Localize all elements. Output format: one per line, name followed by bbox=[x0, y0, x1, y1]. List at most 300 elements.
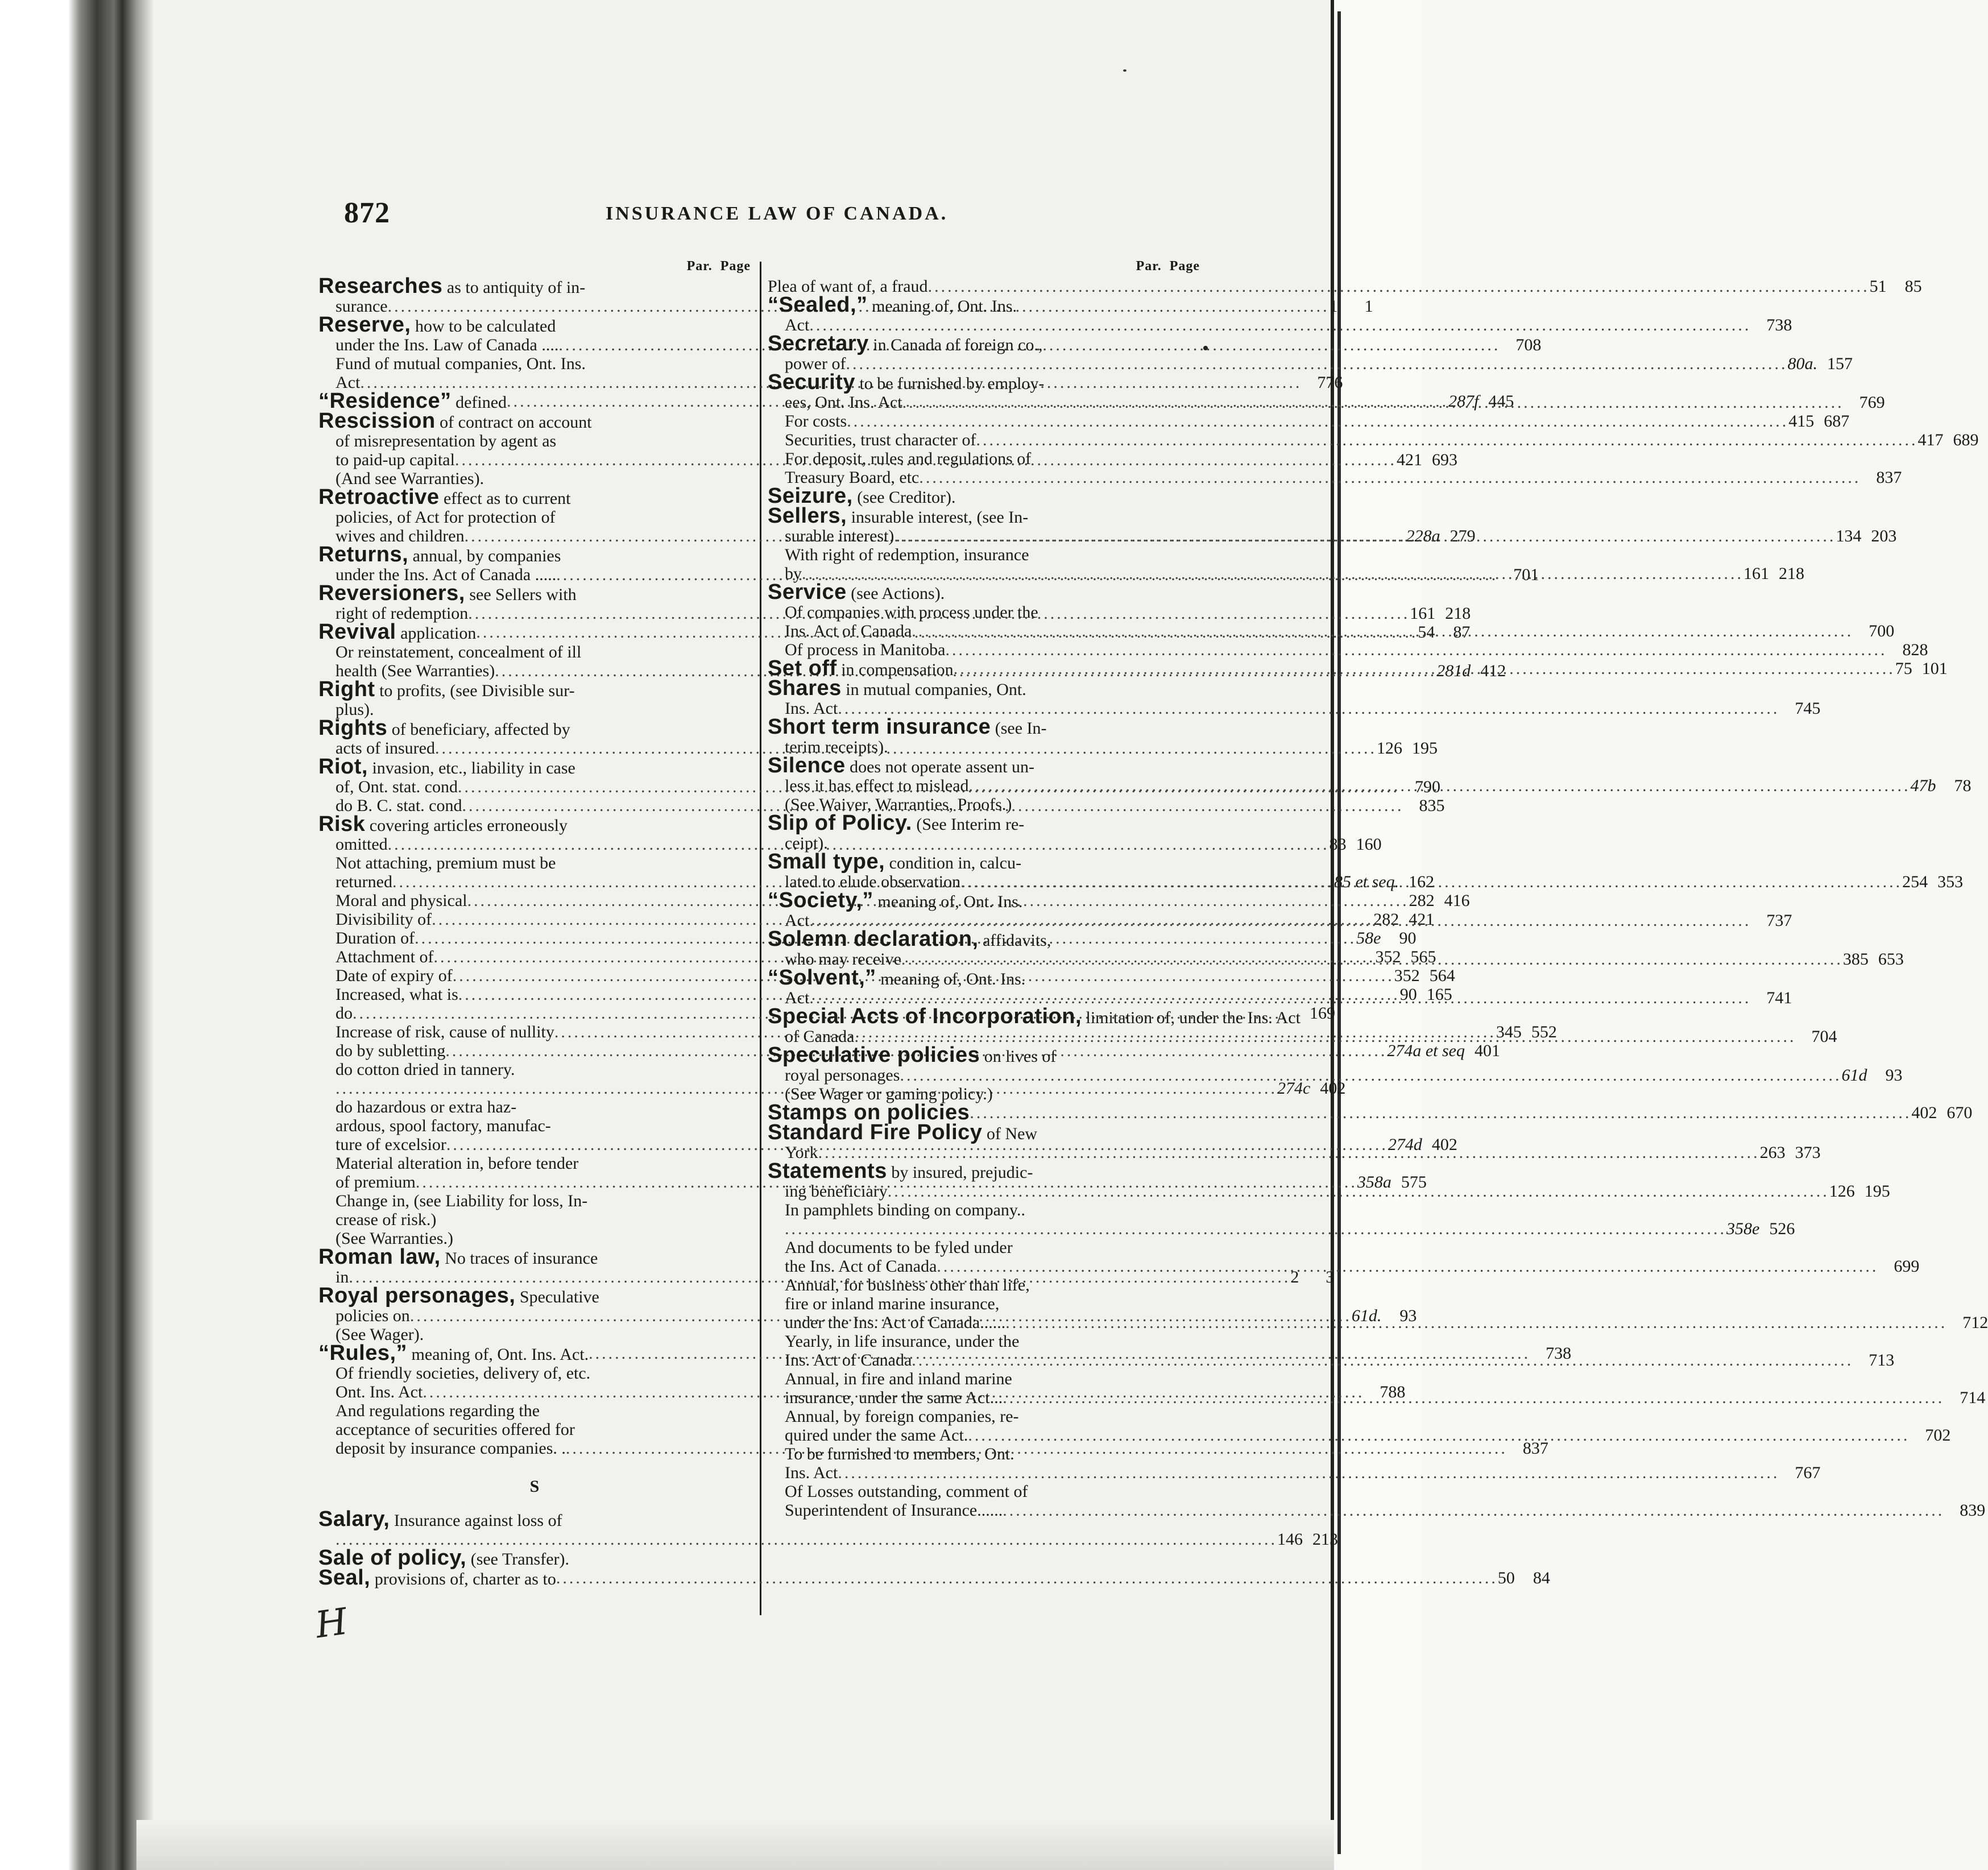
page-ref bbox=[1165, 1370, 1200, 1388]
entry-text: insurable interest, (see In- bbox=[851, 508, 1029, 527]
book-spine-edge bbox=[0, 0, 154, 1870]
page-ref: 837 bbox=[1522, 1439, 1548, 1458]
index-line bbox=[768, 1276, 1200, 1294]
index-line bbox=[318, 485, 751, 509]
page-ref: 738 bbox=[1766, 316, 1792, 334]
entry-heading: Shares bbox=[768, 676, 842, 700]
entry-heading: Secretary bbox=[768, 332, 869, 355]
entry-text: Change in, (see Liability for loss, In- bbox=[336, 1191, 588, 1210]
index-line bbox=[768, 1332, 1200, 1351]
index-line bbox=[768, 1463, 1821, 1482]
entry-text: as to antiquity of in- bbox=[446, 278, 586, 297]
page-ref bbox=[1165, 1046, 1200, 1066]
entry-text: Speculative bbox=[519, 1288, 599, 1306]
paragraph-ref bbox=[1159, 1046, 1165, 1066]
page-ref: 708 bbox=[1515, 336, 1542, 354]
entry-heading: Risk bbox=[318, 812, 366, 836]
entry-text: of premium bbox=[336, 1173, 416, 1191]
page-ref bbox=[715, 1210, 751, 1229]
paragraph-ref bbox=[710, 1325, 715, 1344]
page-ref bbox=[1165, 603, 1200, 622]
index-line bbox=[768, 431, 1979, 449]
entry-text: see Sellers with bbox=[469, 585, 577, 604]
page-ref: 87 bbox=[1453, 623, 1471, 642]
paragraph-ref: 345 bbox=[1496, 1023, 1522, 1041]
entry-text: under the Ins. Law of Canada .... bbox=[336, 336, 559, 354]
entry-text: deposit by insurance companies. . bbox=[336, 1439, 566, 1458]
page-ref bbox=[715, 1098, 751, 1116]
entry-text: (See Warranties.) bbox=[336, 1229, 453, 1248]
entry-text: power of bbox=[785, 354, 846, 373]
entry-text: to profits, (see Divisible sur- bbox=[379, 681, 575, 700]
entry-text: of Canada bbox=[785, 1027, 855, 1046]
entry-text: affidavits, bbox=[983, 931, 1051, 950]
page-ref: 402 bbox=[1431, 1135, 1457, 1154]
page-ref: 213 bbox=[1312, 1530, 1338, 1549]
page-ref bbox=[1165, 1085, 1200, 1103]
entry-text: Ont. Ins. Act bbox=[336, 1383, 423, 1401]
paragraph-ref bbox=[1159, 853, 1165, 872]
page-ref bbox=[1165, 756, 1200, 776]
paragraph-ref: 126 bbox=[1829, 1182, 1855, 1201]
entry-heading: Set off bbox=[768, 656, 837, 680]
index-line bbox=[768, 370, 1200, 394]
paragraph-ref bbox=[1159, 449, 1165, 468]
entry-text: right of redemption bbox=[336, 604, 469, 623]
index-entry bbox=[318, 1546, 751, 1570]
paragraph-ref: 358e bbox=[1726, 1219, 1760, 1238]
paragraph-ref: 415 bbox=[1788, 412, 1815, 431]
paragraph-ref: 161 bbox=[1743, 564, 1769, 583]
page-ref bbox=[715, 1401, 751, 1420]
entry-heading: Slip of Policy. bbox=[768, 811, 912, 835]
page-ref: 835 bbox=[1419, 796, 1445, 815]
entry-text: by bbox=[785, 564, 802, 583]
page-ref: 653 bbox=[1878, 950, 1904, 969]
entry-text: (see Actions). bbox=[851, 584, 945, 603]
entry-text: Fund of mutual companies, Ont. Ins. bbox=[336, 354, 586, 373]
entry-text: Annual, by foreign companies, re- bbox=[785, 1407, 1019, 1426]
entry-heading: Returns, bbox=[318, 543, 409, 566]
page-ref bbox=[715, 469, 751, 488]
paragraph-ref: 83 bbox=[1329, 835, 1347, 854]
paragraph-ref: 134 bbox=[1836, 527, 1862, 545]
entry-text: ceipt). bbox=[785, 834, 828, 853]
page-ref bbox=[715, 1549, 751, 1569]
entry-text: of contract on account bbox=[440, 413, 592, 432]
entry-text: Ins. Act of Canada bbox=[785, 1351, 912, 1370]
page-ref: 741 bbox=[1766, 988, 1792, 1007]
paragraph-ref: 385 bbox=[1842, 950, 1869, 969]
index-line bbox=[318, 854, 751, 872]
index-line bbox=[768, 293, 1200, 317]
dot-leader bbox=[970, 1103, 1911, 1123]
entry-heading: “Rules,” bbox=[318, 1341, 408, 1365]
paragraph-ref: 421 bbox=[1396, 450, 1422, 469]
index-line bbox=[768, 1238, 1200, 1257]
page-heading: Page bbox=[1169, 259, 1200, 274]
entry-heading: Revival bbox=[318, 620, 396, 644]
entry-text: Plea of want of, a fraud bbox=[768, 277, 928, 296]
entry-text: omitted bbox=[336, 835, 388, 854]
page-ref bbox=[1165, 930, 1200, 950]
page-ref bbox=[1165, 1332, 1200, 1351]
entry-text: Moral and physical bbox=[336, 891, 467, 910]
index-line bbox=[768, 545, 1200, 564]
page-ref: 416 bbox=[1444, 891, 1470, 910]
entry-text: to paid-up capital bbox=[336, 450, 455, 469]
page-ref: 699 bbox=[1894, 1257, 1920, 1276]
page-ref bbox=[1165, 1276, 1200, 1294]
page-ref bbox=[715, 508, 751, 527]
column-head bbox=[768, 259, 1200, 276]
entry-text: Ins. Act bbox=[785, 699, 838, 718]
index-line bbox=[768, 504, 1200, 528]
paragraph-ref bbox=[1861, 468, 1866, 487]
index-line bbox=[318, 1507, 751, 1531]
entry-text: Securities, trust character of bbox=[785, 431, 976, 449]
page-ref bbox=[715, 412, 751, 432]
page-ref bbox=[1165, 1294, 1200, 1313]
paragraph-ref bbox=[1159, 545, 1165, 564]
paragraph-ref: 126 bbox=[1376, 739, 1402, 758]
entry-text: No traces of insurance bbox=[445, 1249, 598, 1268]
paragraph-ref bbox=[1159, 795, 1165, 814]
index-entry bbox=[768, 676, 1821, 718]
page-ref: 169 bbox=[1310, 1004, 1335, 1023]
page-ref: 776 bbox=[1317, 373, 1343, 392]
paragraph-ref bbox=[1159, 738, 1165, 756]
entry-text: meaning of, Ont. Ins. Act. bbox=[411, 1345, 589, 1364]
page-ref bbox=[715, 680, 751, 700]
paragraph-ref bbox=[710, 1116, 715, 1135]
dot-leader bbox=[937, 1257, 1878, 1276]
entry-text: do cotton dried in tannery. bbox=[336, 1060, 515, 1079]
paragraph-ref bbox=[1779, 699, 1785, 718]
paragraph-ref bbox=[710, 584, 715, 604]
entry-text: Annual, for business other than life, bbox=[785, 1276, 1030, 1294]
dot-leader bbox=[968, 1426, 1910, 1445]
page-ref: 84 bbox=[1533, 1569, 1550, 1587]
page-ref: 165 bbox=[1426, 985, 1452, 1004]
paragraph-ref bbox=[1159, 1332, 1165, 1351]
entry-text: Attachment of bbox=[336, 948, 434, 966]
entry-text: Yearly, in life insurance, under the bbox=[785, 1332, 1020, 1351]
dot-leader bbox=[818, 1143, 1760, 1162]
paragraph-ref bbox=[1159, 1238, 1165, 1257]
paragraph-ref: 51 bbox=[1869, 277, 1887, 296]
page-ref: 552 bbox=[1531, 1023, 1557, 1041]
entry-text: ees, Ont. Ins. Act bbox=[785, 393, 902, 412]
running-title: INSURANCE LAW OF CANADA. bbox=[606, 203, 949, 224]
paragraph-ref bbox=[710, 316, 715, 336]
paragraph-ref bbox=[1500, 336, 1506, 354]
entry-text: application bbox=[400, 624, 477, 643]
entry-text: ture of excelsior bbox=[336, 1135, 446, 1154]
paragraph-ref bbox=[1887, 640, 1892, 659]
page-ref bbox=[715, 1325, 751, 1344]
dot-leader bbox=[785, 1219, 1726, 1238]
entry-text: does not operate assent un- bbox=[850, 758, 1034, 776]
page-ref bbox=[715, 1510, 751, 1530]
entry-text: Ins. Act of Canada bbox=[785, 622, 912, 640]
entry-text: do by subletting bbox=[336, 1041, 446, 1060]
index-line bbox=[318, 1566, 1550, 1590]
page-ref: 218 bbox=[1779, 564, 1804, 583]
entry-text: under the Ins. Act of Canada ..... bbox=[336, 565, 557, 584]
page-ref: 738 bbox=[1546, 1344, 1572, 1363]
paragraph-ref bbox=[710, 412, 715, 432]
paragraph-ref: 80a. bbox=[1787, 354, 1817, 373]
entry-text: returned bbox=[336, 872, 392, 891]
index-line bbox=[318, 581, 751, 605]
paragraph-ref bbox=[1159, 583, 1165, 603]
page-ref: 788 bbox=[1380, 1383, 1406, 1401]
dot-leader bbox=[928, 277, 1870, 296]
entry-heading: “Solvent,” bbox=[768, 966, 876, 990]
entry-text: Date of expiry of bbox=[336, 966, 453, 985]
page-ref bbox=[715, 815, 751, 835]
paragraph-ref: 75 bbox=[1895, 659, 1912, 678]
page-ref bbox=[715, 1364, 751, 1383]
page-ref: 670 bbox=[1946, 1103, 1973, 1122]
paragraph-ref: 352 bbox=[1394, 966, 1420, 985]
paragraph-ref bbox=[1751, 988, 1757, 1007]
paragraph-ref bbox=[710, 432, 715, 450]
index-line bbox=[768, 676, 1200, 700]
entry-text: of misrepresentation by agent as bbox=[336, 432, 557, 450]
index-line bbox=[768, 1294, 1200, 1313]
index-entry bbox=[768, 811, 1200, 853]
page-ref bbox=[1165, 1407, 1200, 1426]
index-line bbox=[318, 409, 751, 433]
paragraph-ref: 85 et seq. bbox=[1333, 872, 1399, 891]
paragraph-ref: 282 bbox=[1409, 891, 1435, 910]
dot-leader bbox=[900, 1066, 1841, 1085]
index-entry bbox=[768, 293, 1792, 334]
page-ref bbox=[715, 354, 751, 373]
paragraph-ref bbox=[1944, 1501, 1950, 1520]
paragraph-ref bbox=[1910, 1426, 1915, 1445]
paragraph-ref bbox=[1159, 718, 1165, 738]
index-entry bbox=[318, 1566, 1550, 1590]
entry-text: of New bbox=[986, 1124, 1038, 1143]
index-line bbox=[318, 545, 751, 565]
index-line bbox=[318, 716, 751, 740]
paragraph-ref bbox=[710, 354, 715, 373]
page-ref: 565 bbox=[1410, 948, 1436, 966]
page-ref: 157 bbox=[1827, 354, 1853, 373]
entry-text: insurance, under the same Act... bbox=[785, 1388, 1003, 1407]
page-ref: 767 bbox=[1795, 1463, 1821, 1482]
paragraph-ref bbox=[710, 488, 715, 508]
entry-text: in mutual companies, Ont. bbox=[846, 680, 1026, 699]
index-line bbox=[318, 1420, 751, 1439]
paragraph-ref bbox=[1159, 814, 1165, 834]
paragraph-ref bbox=[710, 508, 715, 527]
entry-text: (See Interim re- bbox=[916, 815, 1025, 834]
page-ref bbox=[1165, 545, 1200, 564]
page-ref bbox=[1165, 891, 1200, 911]
entry-text: provisions of, charter as to bbox=[374, 1570, 556, 1588]
index-line bbox=[318, 755, 751, 779]
index-line bbox=[768, 1201, 1200, 1219]
entry-heading: Silence bbox=[768, 754, 846, 777]
index-line bbox=[318, 1191, 751, 1210]
paragraph-ref bbox=[1853, 622, 1859, 640]
paragraph-ref: 254 bbox=[1902, 872, 1928, 891]
entry-text: Of Losses outstanding, comment of bbox=[785, 1482, 1028, 1501]
index-line bbox=[318, 313, 751, 337]
index-line bbox=[318, 1173, 1427, 1191]
index-entry bbox=[318, 677, 751, 719]
paragraph-ref: 352 bbox=[1375, 948, 1401, 966]
ink-speck bbox=[1123, 69, 1126, 72]
page-ref bbox=[715, 719, 751, 739]
entry-text: surance bbox=[336, 297, 388, 316]
entry-text: Act bbox=[785, 316, 810, 334]
page-ref: 279 bbox=[1449, 527, 1476, 545]
page-ref bbox=[715, 854, 751, 872]
entry-text: on lives of bbox=[984, 1047, 1057, 1066]
dot-leader bbox=[838, 1463, 1779, 1482]
paragraph-ref bbox=[710, 1154, 715, 1173]
entry-text: acceptance of securities offered for bbox=[336, 1420, 575, 1439]
index-entry bbox=[768, 715, 1200, 756]
paragraph-ref bbox=[710, 1248, 715, 1268]
index-line bbox=[318, 643, 751, 661]
dot-leader bbox=[902, 393, 1844, 412]
dot-leader bbox=[912, 622, 1853, 640]
column-head bbox=[318, 259, 751, 276]
paragraph-ref bbox=[1159, 1294, 1165, 1313]
index-line bbox=[318, 677, 751, 701]
page-ref bbox=[1165, 334, 1200, 354]
index-line bbox=[318, 1245, 751, 1269]
dot-leader bbox=[556, 1569, 1498, 1588]
paragraph-ref: 263 bbox=[1759, 1143, 1786, 1162]
entry-text: In pamphlets binding on company.. bbox=[785, 1201, 1025, 1219]
entry-text: Not attaching, premium must be bbox=[336, 854, 556, 872]
index-line bbox=[318, 1116, 751, 1135]
page-ref: 3 bbox=[1326, 1268, 1335, 1286]
index-line bbox=[768, 927, 1200, 951]
entry-text: Of process in Manitoba bbox=[785, 640, 946, 659]
entry-text: Superintendent of Insurance...... bbox=[785, 1501, 1003, 1520]
index-line bbox=[768, 1445, 1200, 1463]
page-ref bbox=[715, 545, 751, 565]
paragraph-ref bbox=[710, 1098, 715, 1116]
entry-heading: Special Acts of Incorporation, bbox=[768, 1004, 1082, 1028]
index-line bbox=[768, 811, 1200, 835]
entry-heading: Small type, bbox=[768, 850, 885, 874]
entry-heading: Rescission bbox=[318, 409, 436, 433]
paragraph-ref bbox=[1159, 296, 1165, 316]
page-ref: 445 bbox=[1488, 392, 1514, 411]
page-ref bbox=[1165, 1482, 1200, 1501]
paragraph-ref bbox=[1159, 1123, 1165, 1143]
entry-text: wives and children bbox=[336, 527, 465, 545]
page-ref: 162 bbox=[1409, 872, 1435, 891]
dot-leader bbox=[854, 1027, 1796, 1046]
paragraph-ref bbox=[1159, 969, 1165, 988]
index-line bbox=[318, 1098, 751, 1116]
index-line bbox=[768, 1219, 1795, 1238]
entry-text: Or reinstatement, concealment of ill bbox=[336, 643, 582, 661]
paragraph-ref bbox=[710, 1210, 715, 1229]
paragraph-ref bbox=[1159, 679, 1165, 699]
page-ref bbox=[715, 1248, 751, 1268]
paragraph-ref bbox=[1159, 1085, 1165, 1103]
page-ref: 353 bbox=[1937, 872, 1964, 891]
index-line bbox=[768, 715, 1200, 739]
index-line bbox=[768, 412, 1850, 431]
entry-text: the Ins. Act of Canada bbox=[785, 1257, 937, 1276]
entry-text: For deposit, rules and regulations of bbox=[785, 449, 1032, 468]
page-ref bbox=[1165, 718, 1200, 738]
entry-text: do B. C. stat. cond bbox=[336, 796, 462, 815]
paragraph-ref bbox=[1159, 1276, 1165, 1294]
dot-leader bbox=[888, 1182, 1829, 1201]
paragraph-ref bbox=[1404, 796, 1410, 815]
paragraph-ref bbox=[1159, 1162, 1165, 1182]
dot-leader bbox=[1003, 1501, 1944, 1520]
index-line bbox=[768, 580, 1200, 604]
dot-leader bbox=[960, 872, 1902, 891]
dot-leader bbox=[846, 354, 1787, 373]
page-ref: 421 bbox=[1409, 910, 1435, 929]
paragraph-ref bbox=[1779, 1463, 1785, 1482]
index-line bbox=[318, 1154, 751, 1173]
page-ref: 839 bbox=[1960, 1501, 1986, 1520]
page-ref bbox=[1165, 738, 1200, 756]
paragraph-ref: 47b bbox=[1910, 776, 1936, 795]
paragraph-ref bbox=[710, 1286, 715, 1306]
page-ref bbox=[1165, 487, 1200, 507]
entry-text: And regulations regarding the bbox=[336, 1401, 540, 1420]
page-ref: 78 bbox=[1954, 776, 1972, 795]
entry-text: Act bbox=[336, 373, 361, 392]
page-ref bbox=[715, 277, 751, 297]
dot-leader bbox=[894, 527, 1836, 545]
page-ref bbox=[715, 488, 751, 508]
dot-leader bbox=[901, 950, 1843, 969]
dot-leader bbox=[945, 640, 1887, 659]
index-line bbox=[318, 1546, 751, 1570]
page-ref bbox=[715, 700, 751, 719]
entry-text: (And see Warranties). bbox=[336, 469, 484, 488]
entry-heading: Short term insurance bbox=[768, 715, 991, 739]
index-line bbox=[768, 1426, 1951, 1445]
page-ref bbox=[1306, 1007, 1341, 1027]
index-line bbox=[768, 1159, 1200, 1183]
index-line bbox=[768, 1004, 1301, 1028]
entry-text: Duration of bbox=[336, 929, 415, 948]
paragraph-ref bbox=[710, 815, 715, 835]
index-line bbox=[318, 1401, 751, 1420]
page-ref: 704 bbox=[1811, 1027, 1837, 1046]
entry-text: fire or inland marine insurance, bbox=[785, 1294, 1000, 1313]
index-line bbox=[318, 274, 751, 298]
entry-text: crease of risk.) bbox=[336, 1210, 437, 1229]
page-ref bbox=[715, 1286, 751, 1306]
dot-leader bbox=[802, 564, 1743, 583]
entry-text: ing beneficiary bbox=[785, 1182, 888, 1201]
page-ref: 693 bbox=[1431, 450, 1457, 469]
paragraph-ref: 90 bbox=[1399, 985, 1417, 1004]
page-ref bbox=[1165, 853, 1200, 872]
entry-text: to be furnished by employ- bbox=[859, 374, 1045, 393]
